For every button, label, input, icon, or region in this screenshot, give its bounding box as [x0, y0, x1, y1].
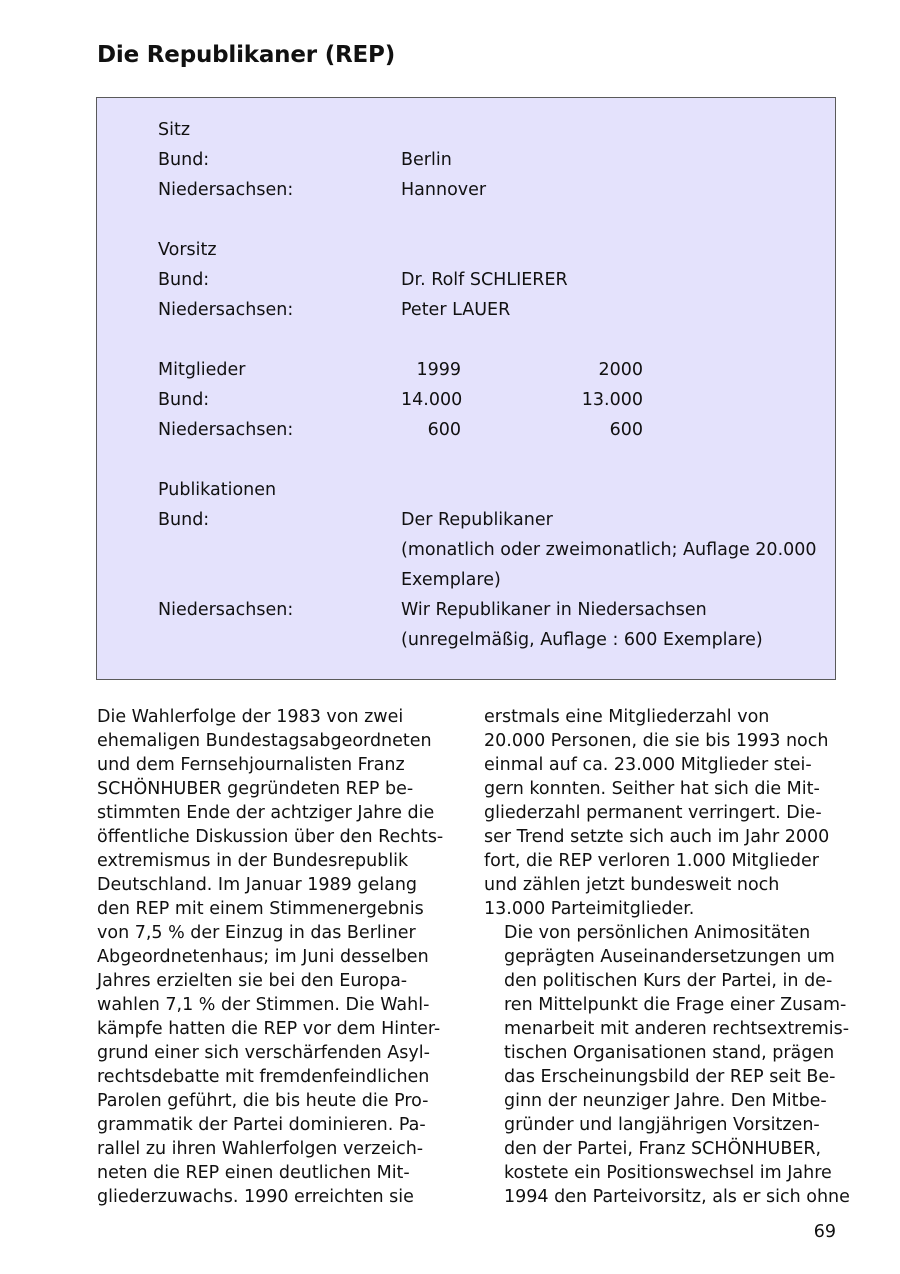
- text-line: kämpfe hatten die REP vor dem Hinter-: [97, 1019, 441, 1039]
- text-line: und zählen jetzt bundesweit noch: [484, 875, 780, 895]
- body-paragraph: [484, 705, 840, 921]
- mitglieder-year-1999: 1999: [416, 360, 461, 380]
- text-line: grammatik der Partei dominieren. Pa-: [97, 1115, 426, 1135]
- publikationen-heading: Publikationen: [158, 480, 277, 500]
- text-line: Deutschland. Im Januar 1989 gelang: [97, 875, 418, 895]
- text-line: öffentliche Diskussion über den Rechts-: [97, 827, 444, 847]
- page-title: Die Republikaner (REP): [97, 42, 396, 68]
- mitglieder-nds-1999: 600: [427, 420, 461, 440]
- sitz-heading: Sitz: [158, 120, 191, 140]
- sitz-bund-label: Bund:: [158, 150, 210, 170]
- publikationen-nds-label: Niedersachsen:: [158, 600, 294, 620]
- text-line: Die Wahlerfolge der 1983 von zwei: [97, 707, 404, 727]
- text-line: das Erscheinungsbild der REP seit Be-: [504, 1067, 836, 1087]
- text-line: 1994 den Parteivorsitz, als er sich ohne: [504, 1187, 850, 1207]
- text-line: stimmten Ende der achtziger Jahre die: [97, 803, 435, 823]
- text-line: extremismus in der Bundesrepublik: [97, 851, 409, 871]
- text-line: gründer und langjährigen Vorsitzen-: [504, 1115, 820, 1135]
- sitz-nds-value: Hannover: [401, 180, 487, 200]
- text-line: Parolen geführt, die bis heute die Pro-: [97, 1091, 429, 1111]
- text-line: wahlen 7,1 % der Stimmen. Die Wahl-: [97, 995, 430, 1015]
- text-line: rallel zu ihren Wahlerfolgen verzeich-: [97, 1139, 424, 1159]
- text-line: grund einer sich verschärfenden Asyl-: [97, 1043, 430, 1063]
- text-line: 13.000 Parteimitglieder.: [484, 899, 695, 919]
- publikationen-nds-line2: (unregelmäßig, Auflage : 600 Exemplare): [401, 630, 763, 650]
- sitz-bund-value: Berlin: [401, 150, 452, 170]
- text-line: Die von persönlichen Animositäten: [504, 923, 811, 943]
- mitglieder-heading: Mitglieder: [158, 360, 246, 380]
- sitz-nds-label: Niedersachsen:: [158, 180, 294, 200]
- publikationen-bund-line3: Exemplare): [401, 570, 501, 590]
- body-column-left: [97, 705, 453, 1209]
- party-infobox: [96, 97, 836, 680]
- body-paragraph: [484, 921, 850, 1209]
- publikationen-bund-line1: Der Republikaner: [401, 510, 553, 530]
- text-line: gern konnten. Seither hat sich die Mit-: [484, 779, 820, 799]
- text-line: Jahres erzielten sie bei den Europa-: [97, 971, 408, 991]
- publikationen-bund-line2: (monatlich oder zweimonatlich; Auflage 20.000: [401, 540, 817, 560]
- mitglieder-year-2000: 2000: [598, 360, 643, 380]
- vorsitz-nds-value: Peter LAUER: [401, 300, 511, 320]
- text-line: gliederzahl permanent verringert. Die-: [484, 803, 822, 823]
- text-line: von 7,5 % der Einzug in das Berliner: [97, 923, 416, 943]
- text-line: und dem Fernsehjournalisten Franz: [97, 755, 405, 775]
- text-line: einmal auf ca. 23.000 Mitglieder stei-: [484, 755, 812, 775]
- vorsitz-bund-value: Dr. Rolf SCHLIERER: [401, 270, 568, 290]
- text-line: gliederzuwachs. 1990 erreichten sie: [97, 1187, 414, 1207]
- text-line: fort, die REP verloren 1.000 Mitglieder: [484, 851, 819, 871]
- vorsitz-bund-label: Bund:: [158, 270, 210, 290]
- text-line: SCHÖNHUBER gegründeten REP be-: [97, 779, 414, 799]
- text-line: tischen Organisationen stand, prägen: [504, 1043, 835, 1063]
- text-line: menarbeit mit anderen rechtsextremis-: [504, 1019, 850, 1039]
- text-line: ehemaligen Bundestagsabgeordneten: [97, 731, 432, 751]
- text-line: rechtsdebatte mit fremdenfeindlichen: [97, 1067, 430, 1087]
- text-line: erstmals eine Mitgliederzahl von: [484, 707, 770, 727]
- publikationen-bund-label: Bund:: [158, 510, 210, 530]
- mitglieder-bund-2000: 13.000: [581, 390, 643, 410]
- page-number: 69: [813, 1222, 836, 1242]
- mitglieder-nds-label: Niedersachsen:: [158, 420, 294, 440]
- text-line: ren Mittelpunkt die Frage einer Zusam-: [504, 995, 847, 1015]
- text-line: neten die REP einen deutlichen Mit-: [97, 1163, 410, 1183]
- text-line: den der Partei, Franz SCHÖNHUBER,: [504, 1139, 822, 1159]
- body-column-right: [484, 705, 850, 1209]
- text-line: kostete ein Positionswechsel im Jahre: [504, 1163, 832, 1183]
- mitglieder-bund-label: Bund:: [158, 390, 210, 410]
- mitglieder-bund-1999: 14.000: [401, 390, 463, 410]
- vorsitz-heading: Vorsitz: [158, 240, 217, 260]
- text-line: geprägten Auseinandersetzungen um: [504, 947, 835, 967]
- text-line: den REP mit einem Stimmenergebnis: [97, 899, 424, 919]
- text-line: ser Trend setzte sich auch im Jahr 2000: [484, 827, 830, 847]
- publikationen-nds-line1: Wir Republikaner in Niedersachsen: [401, 600, 707, 620]
- mitglieder-nds-2000: 600: [609, 420, 643, 440]
- text-line: 20.000 Personen, die sie bis 1993 noch: [484, 731, 829, 751]
- text-line: Abgeordnetenhaus; im Juni desselben: [97, 947, 429, 967]
- vorsitz-nds-label: Niedersachsen:: [158, 300, 294, 320]
- text-line: den politischen Kurs der Partei, in de-: [504, 971, 833, 991]
- text-line: ginn der neunziger Jahre. Den Mitbe-: [504, 1091, 827, 1111]
- body-paragraph: [97, 705, 453, 1209]
